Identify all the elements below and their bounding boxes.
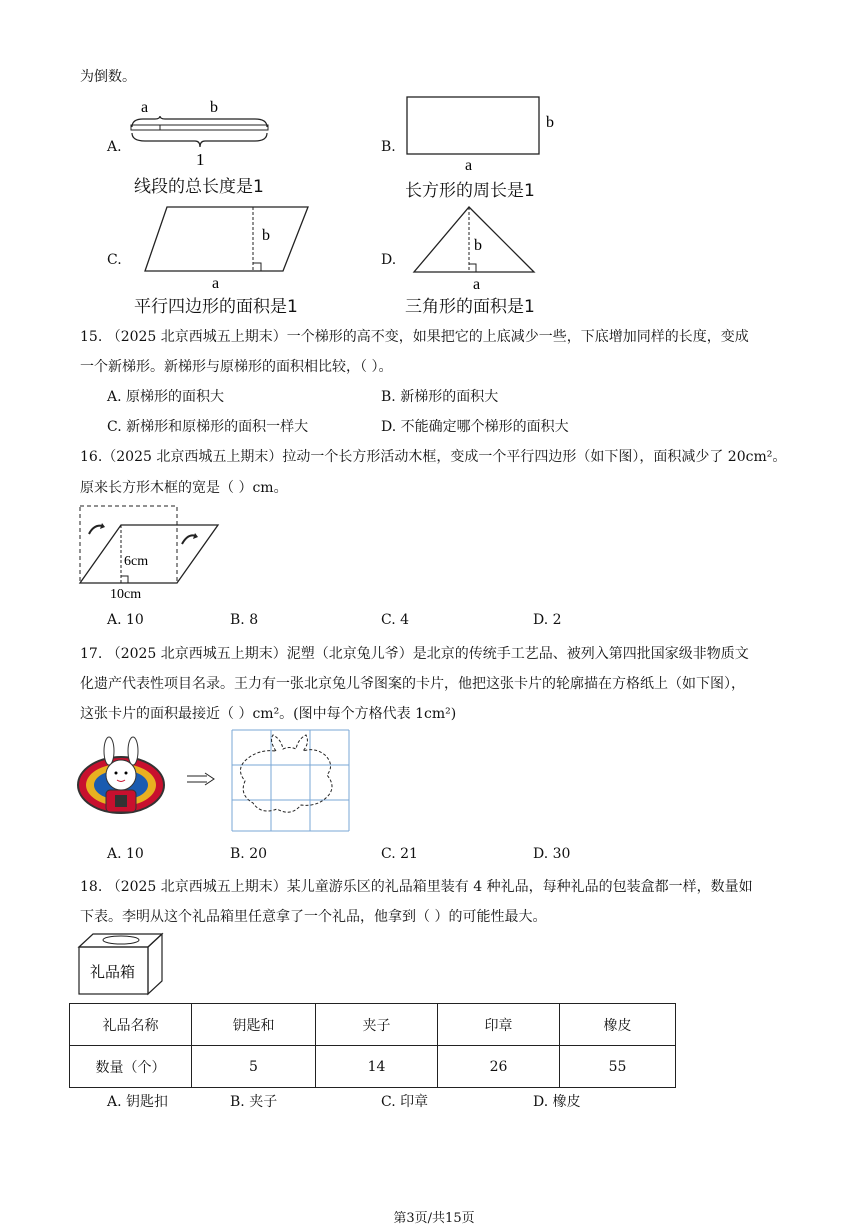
- table-row: [70, 1046, 676, 1088]
- rectangle-figure: [400, 92, 565, 172]
- q17-line2: 化遗产代表性项目名录。王力有一张北京兔儿爷图案的卡片，他把这张卡片的轮廓描在方格纸上（如下图），: [80, 676, 745, 692]
- para-label-a: a: [212, 275, 220, 292]
- gift-box-figure: [76, 931, 171, 999]
- q15-line2: 一个新梯形。新梯形与原梯形的面积相比较，（ ）。: [80, 359, 393, 375]
- tri-label-b: b: [474, 237, 482, 254]
- page-footer: 第3页/共15页: [393, 1211, 475, 1226]
- frame-base-label: 10cm: [110, 587, 142, 602]
- q15-option-c: C. 新梯形和原梯形的面积一样大: [107, 419, 309, 435]
- rect-label-b: b: [546, 114, 554, 131]
- rabbit-card-image: [76, 735, 176, 825]
- segment-figure: [125, 95, 285, 170]
- q18-line1: 18. （2025 北京西城五上期末）某儿童游乐区的礼品箱里装有 4 种礼品，每种礼品的包装盒都一样，数量如: [80, 879, 753, 895]
- para-label-b: b: [262, 227, 270, 244]
- gift-table: [69, 1003, 676, 1088]
- table-cell: 钥匙和: [192, 1004, 316, 1046]
- q14-option-d-letter: D.: [381, 252, 397, 268]
- seg-label-total: 1: [196, 150, 205, 169]
- q18-option-d: D. 橡皮: [533, 1094, 581, 1110]
- q16-line2: 原来长方形木框的宽是（ ）cm。: [80, 480, 288, 496]
- q14-option-a-caption: 线段的总长度是1: [134, 177, 264, 197]
- table-row: [70, 1004, 676, 1046]
- q15-line1: 15. （2025 北京西城五上期末）一个梯形的高不变，如果把它的上底减少一些，下底增加同样的长度，变成: [80, 329, 749, 345]
- q15-option-a: A. 原梯形的面积大: [107, 389, 225, 405]
- q14-option-c-letter: C.: [107, 252, 122, 268]
- frame-figure: [76, 502, 226, 602]
- q18-line2: 下表。李明从这个礼品箱里任意拿了一个礼品，他拿到（ ）的可能性最大。: [80, 909, 547, 925]
- seg-label-a: a: [141, 99, 149, 116]
- q17-line1: 17. （2025 北京西城五上期末）泥塑（北京兔儿爷）是北京的传统手工艺品、被列入第四批国家级非物质文: [80, 646, 749, 662]
- q14-option-d-caption: 三角形的面积是1: [405, 297, 535, 317]
- gift-box-label: 礼品箱: [90, 963, 136, 981]
- seg-label-b: b: [210, 99, 218, 116]
- q14-option-c-caption: 平行四边形的面积是1: [134, 297, 298, 317]
- q14-option-a-letter: A.: [107, 139, 122, 155]
- q16-line1: 16.（2025 北京西城五上期末）拉动一个长方形活动木框，变成一个平行四边形（如下图），面积减少了 20cm²。: [80, 449, 787, 465]
- right-arrow-icon: [185, 771, 217, 787]
- table-cell: 夹子: [316, 1004, 438, 1046]
- table-cell: 14: [316, 1046, 438, 1088]
- table-cell: 礼品名称: [70, 1004, 192, 1046]
- q17-option-c: C. 21: [381, 846, 418, 862]
- q16-option-c: C. 4: [381, 612, 410, 628]
- table-cell: 5: [192, 1046, 316, 1088]
- rect-label-a: a: [465, 157, 473, 172]
- table-cell: 数量（个）: [70, 1046, 192, 1088]
- q18-option-c: C. 印章: [381, 1094, 429, 1110]
- q18-option-b: B. 夹子: [230, 1094, 278, 1110]
- q18-option-a: A. 钥匙扣: [107, 1094, 169, 1110]
- q17-option-d: D. 30: [533, 846, 571, 862]
- q16-option-d: D. 2: [533, 612, 562, 628]
- table-cell: 26: [438, 1046, 560, 1088]
- q17-line3: 这张卡片的面积最接近（ ）cm²。(图中每个方格代表 1cm²): [80, 706, 457, 722]
- parallelogram-figure: [140, 200, 320, 295]
- tri-label-a: a: [473, 276, 481, 293]
- q17-option-a: A. 10: [107, 846, 144, 862]
- q17-option-b: B. 20: [230, 846, 268, 862]
- q14-option-b-letter: B.: [381, 139, 396, 155]
- table-cell: 55: [560, 1046, 676, 1088]
- q16-option-b: B. 8: [230, 612, 259, 628]
- table-cell: 印章: [438, 1004, 560, 1046]
- q15-option-b: B. 新梯形的面积大: [381, 389, 499, 405]
- grid-paper-figure: [231, 729, 351, 832]
- q16-option-a: A. 10: [107, 612, 144, 628]
- triangle-figure: [405, 200, 550, 295]
- q14-option-b-caption: 长方形的周长是1: [405, 181, 535, 201]
- table-cell: 橡皮: [560, 1004, 676, 1046]
- intro-tail: 为倒数。: [80, 69, 136, 85]
- frame-height-label: 6cm: [124, 554, 149, 569]
- q15-option-d: D. 不能确定哪个梯形的面积大: [381, 419, 569, 435]
